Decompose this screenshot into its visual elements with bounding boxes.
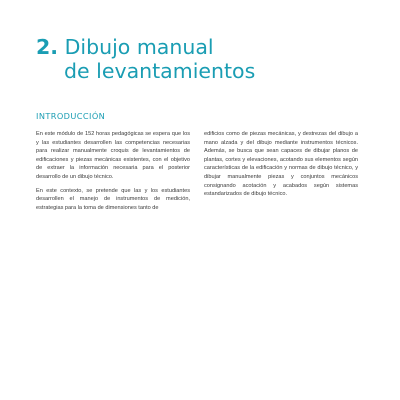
- body-paragraph-1: En este módulo de 152 horas pedagógicas se espera que los y las estudiantes desarrollen las competencias necesarias para realizar manualmente croquis de levantamientos de edificaciones y piezas mecánicas existentes, con el objetivo de extraer la información necesaria para el posterior desarrollo de un dibujo técnico.: [36, 131, 190, 180]
- text-column-left: [36, 130, 190, 217]
- chapter-title-line1: Dibujo manual: [64, 35, 214, 59]
- body-paragraph-3: edificios como de piezas mecánicas, y destrezas del dibujo a mano alzada y del dibujo mediante instrumentos técnicos. Además, se busca que sean capaces de dibujar planos de plantas, cortes y elevaciones, acotando sus elementos según características de la edificación y normas de dibujo técnico, y dibujar manualmente piezas y conjuntos mecánicos consignando acotación y acabados según sistemas estandarizados de dibujo técnico.: [204, 131, 358, 198]
- chapter-number: 2.: [36, 35, 59, 59]
- chapter-title: [36, 35, 366, 83]
- section-heading: INTRODUCCIÓN: [36, 111, 106, 121]
- text-column-right: [204, 130, 358, 204]
- body-paragraph-2: En este contexto, se pretende que las y los estudiantes desarrollen el manejo de instrumentos de medición, estrategias para la toma de dimensiones tanto de: [36, 187, 190, 211]
- chapter-title-line2: de levantamientos: [64, 59, 256, 83]
